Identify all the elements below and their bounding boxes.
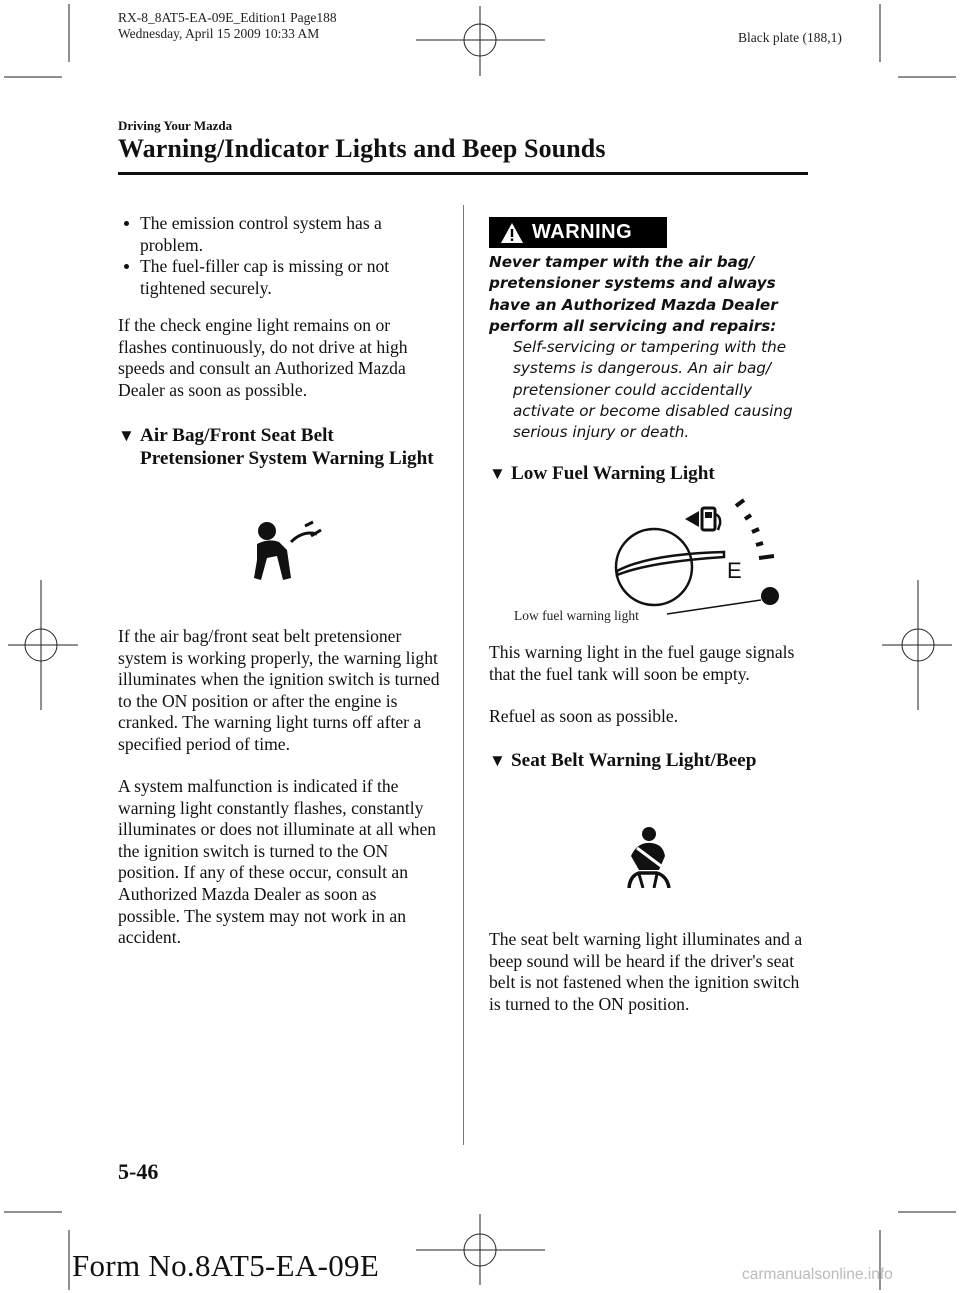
triangle-down-icon: ▼ (489, 464, 506, 483)
airbag-paragraph-1: If the air bag/front seat belt pretensioner system is working properly, the warning light illuminates when the ignition switch is turned to the ON position or after the engine is cranked. The warning light turns off after a specified period of time. (118, 626, 440, 754)
triangle-down-icon: ▼ (489, 751, 506, 770)
check-engine-paragraph: If the check engine light remains on or flashes continuously, do not drive at high speeds and consult an Authorized Mazda Dealer as soon as possible. (118, 315, 408, 400)
bullet-icon (124, 221, 129, 226)
column-divider (463, 205, 464, 1145)
triangle-down-icon: ▼ (118, 426, 135, 445)
form-number: Form No.8AT5-EA-09E (72, 1248, 380, 1283)
airbag-paragraph-2: A system malfunction is indicated if the warning light constantly flashes, constantly illuminates or does not illuminate at all when the ignition switch is turned to the ON position. If any of these occur, consult an Authorized Mazda Dealer as soon as possible. The system may not work in an accident. (118, 776, 437, 948)
list-item: The emission control system has a problem. (118, 213, 438, 256)
section-label: Driving Your Mazda (118, 118, 233, 133)
low-fuel-paragraph: This warning light in the fuel gauge signals that the fuel tank will soon be empty. (489, 642, 795, 684)
file-info: RX-8_8AT5-EA-09E_Edition1 Page188 (118, 10, 337, 25)
low-fuel-heading: ▼ Low Fuel Warning Light (489, 463, 715, 484)
warning-sub-text: Self-servicing or tampering with the systems is dangerous. An air bag/ pretensioner could accidentally activate or become disabled causing serious injury or death. (513, 338, 793, 442)
exclamation-triangle-icon (500, 222, 524, 244)
page-number: 5-46 (118, 1159, 159, 1184)
seatbelt-paragraph: The seat belt warning light illuminates and a beep sound will be heard if the driver's seat belt is not fastened when the ignition switch is turned to the ON position. (489, 929, 803, 1014)
page-title: Warning/Indicator Lights and Beep Sounds (118, 134, 606, 163)
warning-badge (489, 217, 667, 248)
fuel-caption: Low fuel warning light (514, 608, 639, 623)
airbag-heading: ▼ Air Bag/Front Seat Belt Pretensioner System Warning Light (118, 425, 434, 469)
seatbelt-icon (617, 826, 679, 888)
list-item: The fuel-filler cap is missing or not tightened securely. (118, 256, 438, 299)
footer-url: carmanualsonline.info (742, 1266, 893, 1283)
airbag-icon (251, 520, 323, 584)
low-fuel-paragraph-2: Refuel as soon as possible. (489, 706, 679, 726)
title-rule (118, 172, 808, 175)
warning-block (489, 252, 809, 444)
warning-label: WARNING (532, 221, 633, 243)
fuel-gauge-letter: E (727, 558, 742, 583)
problem-list (118, 213, 438, 299)
bullet-icon (124, 264, 129, 269)
timestamp: Wednesday, April 15 2009 10:33 AM (118, 26, 320, 41)
plate-label: Black plate (188,1) (738, 30, 842, 45)
warning-main-text: Never tamper with the air bag/ pretensioner systems and always have an Authorized Mazda Dealer perform all servicing and repairs: (489, 253, 778, 335)
seatbelt-heading: ▼ Seat Belt Warning Light/Beep (489, 750, 757, 771)
